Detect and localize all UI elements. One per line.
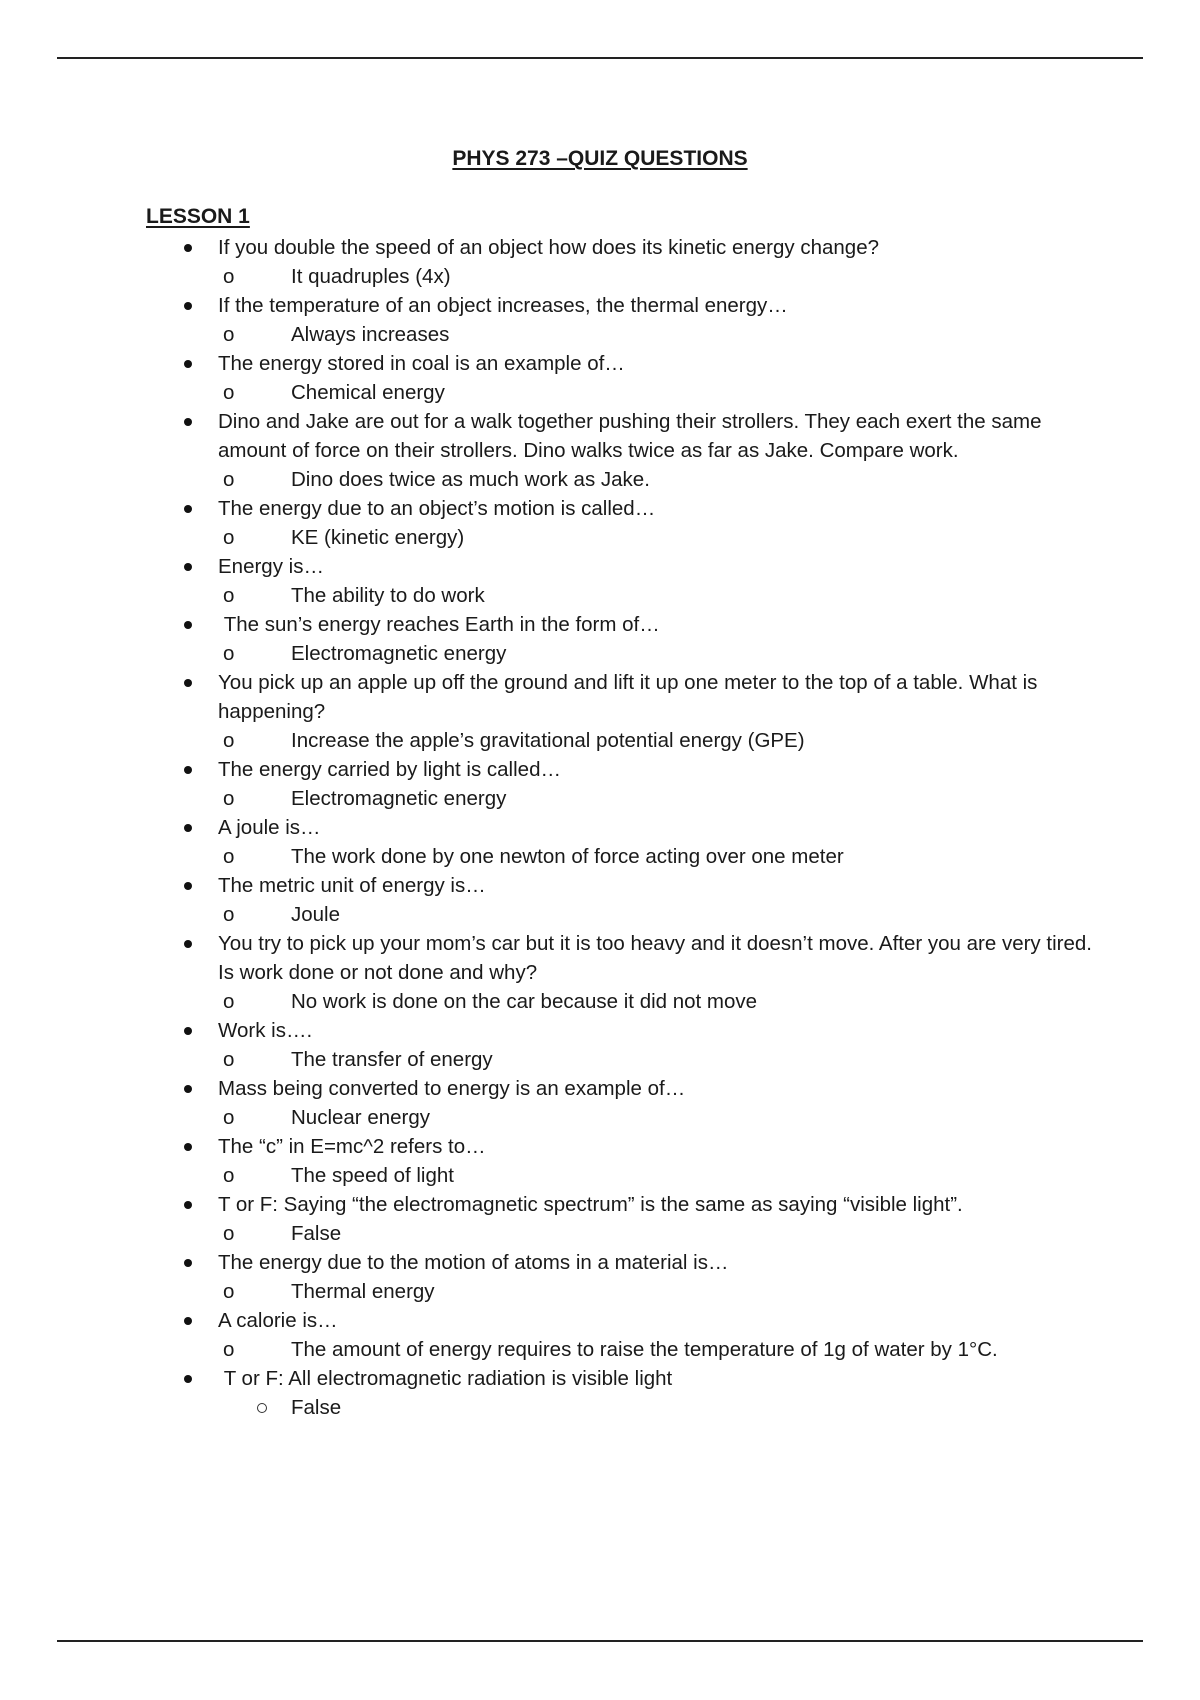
question-item: [0, 929, 1200, 1016]
bullet-icon: [184, 244, 192, 252]
question-text: If you double the speed of an object how does its kinetic energy change?: [218, 236, 880, 259]
answer-text: Chemical energy: [291, 381, 445, 404]
answer-text: Nuclear energy: [291, 1106, 431, 1129]
question-row: [0, 1016, 1200, 1045]
bullet-icon: [184, 563, 192, 571]
answer-marker: o: [223, 1048, 235, 1071]
question-row: [0, 1248, 1200, 1277]
question-text: The energy due to an object’s motion is called…: [218, 497, 656, 520]
answer-row: [0, 1103, 1200, 1132]
answer-text: No work is done on the car because it did not move: [291, 990, 758, 1013]
bullet-icon: [184, 302, 192, 310]
answer-text: Joule: [291, 903, 341, 926]
question-item: [0, 871, 1200, 929]
answer-text: The transfer of energy: [291, 1048, 493, 1071]
answer-row: [0, 581, 1200, 610]
answer-marker: o: [223, 1338, 235, 1361]
question-row: [0, 755, 1200, 784]
answer-text: It quadruples (4x): [291, 265, 451, 288]
question-row: [0, 291, 1200, 320]
question-row: [0, 1364, 1200, 1393]
answer-marker: o: [223, 1106, 235, 1129]
answer-row: [0, 378, 1200, 407]
question-item: [0, 407, 1200, 494]
answer-row: [0, 639, 1200, 668]
answer-marker: o: [223, 845, 235, 868]
bullet-icon: [184, 940, 192, 948]
answer-marker: o: [223, 323, 235, 346]
question-text: The “c” in E=mc^2 refers to…: [218, 1135, 486, 1158]
question-text: A joule is…: [218, 816, 321, 839]
answer-marker: o: [223, 642, 235, 665]
question-text: T or F: All electromagnetic radiation is visible light: [218, 1367, 673, 1390]
answer-text: False: [291, 1396, 342, 1419]
bullet-icon: [184, 1027, 192, 1035]
answer-marker: o: [223, 903, 235, 926]
question-item: [0, 349, 1200, 407]
question-text: If the temperature of an object increases, the thermal energy…: [218, 294, 788, 317]
answer-marker: o: [223, 381, 235, 404]
question-text: The energy carried by light is called…: [218, 758, 561, 781]
answer-marker: o: [223, 990, 235, 1013]
question-item: [0, 552, 1200, 610]
question-row: [0, 813, 1200, 842]
question-item: [0, 1248, 1200, 1306]
question-text: You try to pick up your mom’s car but it is too heavy and it doesn’t move. After you are very tired. Is work done or not done and why?: [218, 932, 1098, 984]
question-text: Work is….: [218, 1019, 313, 1042]
bullet-icon: [184, 679, 192, 687]
answer-marker: o: [223, 1280, 235, 1303]
question-row: [0, 407, 1200, 465]
question-item: [0, 1074, 1200, 1132]
answer-row: [0, 1335, 1200, 1364]
question-item: [0, 610, 1200, 668]
answer-text: KE (kinetic energy): [291, 526, 465, 549]
answer-text: The speed of light: [291, 1164, 454, 1187]
question-row: [0, 1190, 1200, 1219]
bullet-icon: [184, 766, 192, 774]
question-item: [0, 813, 1200, 871]
question-row: [0, 871, 1200, 900]
question-row: [0, 494, 1200, 523]
bullet-icon: [184, 824, 192, 832]
question-row: [0, 233, 1200, 262]
bullet-icon: [184, 621, 192, 629]
question-item: [0, 668, 1200, 755]
bullet-icon: [184, 1143, 192, 1151]
question-row: [0, 349, 1200, 378]
bullet-icon: [184, 1375, 192, 1383]
answer-text: Dino does twice as much work as Jake.: [291, 468, 650, 491]
answer-row: [0, 726, 1200, 755]
answer-text: Always increases: [291, 323, 450, 346]
answer-row: [0, 1219, 1200, 1248]
question-text: You pick up an apple up off the ground and lift it up one meter to the top of a table. What is happening?: [218, 671, 1044, 723]
question-item: [0, 494, 1200, 552]
answer-row: [0, 784, 1200, 813]
bullet-icon: [184, 505, 192, 513]
question-text: The sun’s energy reaches Earth in the form of…: [218, 613, 660, 636]
answer-row: [0, 900, 1200, 929]
answer-marker: o: [223, 787, 235, 810]
answer-marker: o: [223, 584, 235, 607]
question-text: T or F: Saying “the electromagnetic spectrum” is the same as saying “visible light”.: [218, 1193, 963, 1216]
question-row: [0, 668, 1200, 726]
answer-text: False: [291, 1222, 342, 1245]
bullet-icon: [184, 882, 192, 890]
question-row: [0, 610, 1200, 639]
answer-marker: o: [223, 729, 235, 752]
question-row: [0, 552, 1200, 581]
answer-marker: o: [223, 1222, 235, 1245]
answer-marker: o: [223, 265, 235, 288]
question-item: [0, 1364, 1200, 1422]
question-item: [0, 1132, 1200, 1190]
answer-row: [0, 320, 1200, 349]
answer-marker: o: [223, 526, 235, 549]
question-text: A calorie is…: [218, 1309, 338, 1332]
answer-text: Thermal energy: [291, 1280, 435, 1303]
answer-text: Increase the apple’s gravitational potential energy (GPE): [291, 729, 805, 752]
question-item: [0, 755, 1200, 813]
answer-marker: o: [223, 468, 235, 491]
answer-text: Electromagnetic energy: [291, 787, 507, 810]
answer-text: The work done by one newton of force acting over one meter: [291, 845, 844, 868]
bullet-icon: [184, 1259, 192, 1267]
lesson-heading: LESSON 1: [146, 205, 250, 228]
question-item: [0, 291, 1200, 349]
question-text: The energy stored in coal is an example of…: [218, 352, 625, 375]
question-item: [0, 233, 1200, 291]
bullet-icon: [184, 418, 192, 426]
answer-row: [0, 1393, 1200, 1422]
answer-row: [0, 262, 1200, 291]
question-item: [0, 1306, 1200, 1364]
question-row: [0, 1132, 1200, 1161]
top-rule: [57, 57, 1143, 59]
answer-row: [0, 987, 1200, 1016]
question-text: The metric unit of energy is…: [218, 874, 486, 897]
bullet-icon: [184, 1085, 192, 1093]
question-list: [0, 233, 1200, 1422]
question-text: Mass being converted to energy is an example of…: [218, 1077, 686, 1100]
answer-text: The amount of energy requires to raise the temperature of 1g of water by 1°C.: [291, 1338, 998, 1361]
answer-row: [0, 1045, 1200, 1074]
answer-row: [0, 465, 1200, 494]
question-item: [0, 1016, 1200, 1074]
answer-text: Electromagnetic energy: [291, 642, 507, 665]
answer-marker: o: [223, 1164, 235, 1187]
question-text: The energy due to the motion of atoms in a material is…: [218, 1251, 729, 1274]
answer-row: [0, 1161, 1200, 1190]
question-text: Energy is…: [218, 555, 324, 578]
document-title-text: PHYS 273 –QUIZ QUESTIONS: [452, 147, 748, 170]
bullet-icon: [184, 1201, 192, 1209]
answer-row: [0, 1277, 1200, 1306]
hollow-bullet-icon: [257, 1403, 267, 1413]
answer-row: [0, 523, 1200, 552]
document-title: [0, 146, 1200, 172]
bullet-icon: [184, 1317, 192, 1325]
question-row: [0, 1306, 1200, 1335]
question-text: Dino and Jake are out for a walk together pushing their strollers. They each exert the same amount of force on their strollers. Dino walks twice as far as Jake. Compare work.: [218, 410, 1048, 462]
question-row: [0, 929, 1200, 987]
bullet-icon: [184, 360, 192, 368]
question-item: [0, 1190, 1200, 1248]
answer-text: The ability to do work: [291, 584, 485, 607]
answer-row: [0, 842, 1200, 871]
bottom-rule: [57, 1640, 1143, 1642]
question-row: [0, 1074, 1200, 1103]
